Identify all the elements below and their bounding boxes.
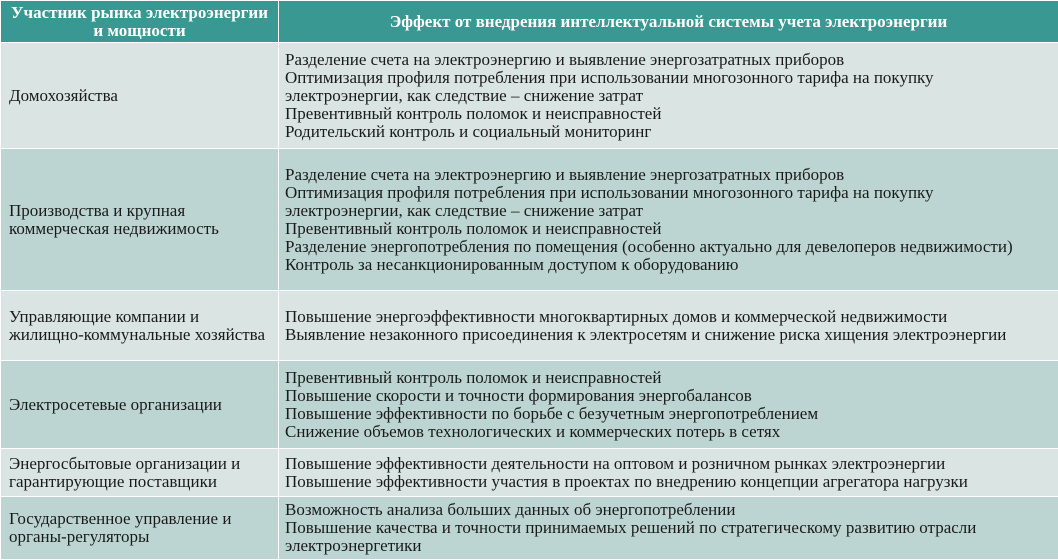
effect-item: Оптимизация профиля потребления при использовании многозонного тарифа на покупку электроэнергии, как следствие – снижение затрат bbox=[285, 184, 1050, 220]
effect-item: Повышение эффективности участия в проектах по внедрению концепции агрегатора нагрузки bbox=[285, 473, 1050, 491]
participant-cell: Производства и крупная коммерческая недвижимость bbox=[1, 149, 279, 291]
effect-item: Контроль за несанкционированным доступом к оборудованию bbox=[285, 256, 1050, 274]
effect-item: Повышение эффективности по борьбе с безучетным энергопотреблением bbox=[285, 405, 1050, 423]
effects-cell bbox=[279, 43, 1058, 149]
effect-item: Родительский контроль и социальный мониторинг bbox=[285, 123, 1050, 141]
participant-cell: Электросетевые организации bbox=[1, 361, 279, 449]
effect-item: Повышение качества и точности принимаемых решений по стратегическому развитию отрасли электроэнергетики bbox=[285, 519, 1050, 555]
header-participant: Участник рынка электроэнергии и мощности bbox=[1, 1, 279, 43]
effects-cell bbox=[279, 361, 1058, 449]
header-row bbox=[1, 1, 1058, 43]
effects-cell bbox=[279, 449, 1058, 497]
effect-item: Разделение счета на электроэнергию и выявление энергозатратных приборов bbox=[285, 51, 1050, 69]
effect-item: Снижение объемов технологических и коммерческих потерь в сетях bbox=[285, 423, 1050, 441]
effect-item: Превентивный контроль поломок и неисправностей bbox=[285, 220, 1050, 238]
participant-cell: Государственное управление и органы-регуляторы bbox=[1, 497, 279, 560]
participant-cell: Управляющие компании и жилищно-коммунальные хозяйства bbox=[1, 291, 279, 361]
effect-item: Выявление незаконного присоединения к электросетям и снижение риска хищения электроэнергии bbox=[285, 326, 1050, 344]
table-row bbox=[1, 497, 1058, 560]
effects-cell bbox=[279, 497, 1058, 560]
effect-item: Повышение энергоэффективности многоквартирных домов и коммерческой недвижимости bbox=[285, 308, 1050, 326]
header-effect: Эффект от внедрения интеллектуальной системы учета электроэнергии bbox=[279, 1, 1058, 43]
effect-item: Разделение счета на электроэнергию и выявление энергозатратных приборов bbox=[285, 166, 1050, 184]
table-row bbox=[1, 449, 1058, 497]
effect-item: Возможность анализа больших данных об энергопотреблении bbox=[285, 501, 1050, 519]
effect-item: Разделение энергопотребления по помещения (особенно актуально для девелоперов недвижимости) bbox=[285, 238, 1050, 256]
table-row bbox=[1, 149, 1058, 291]
table-row bbox=[1, 361, 1058, 449]
effects-cell bbox=[279, 291, 1058, 361]
effect-item: Превентивный контроль поломок и неисправностей bbox=[285, 369, 1050, 387]
table-row bbox=[1, 43, 1058, 149]
effects-cell bbox=[279, 149, 1058, 291]
effect-item: Оптимизация профиля потребления при использовании многозонного тарифа на покупку электроэнергии, как следствие – снижение затрат bbox=[285, 69, 1050, 105]
effect-item: Повышение эффективности деятельности на оптовом и розничном рынках электроэнергии bbox=[285, 455, 1050, 473]
effect-item: Повышение скорости и точности формирования энергобалансов bbox=[285, 387, 1050, 405]
effect-item: Превентивный контроль поломок и неисправностей bbox=[285, 105, 1050, 123]
participant-cell: Энергосбытовые организации и гарантирующие поставщики bbox=[1, 449, 279, 497]
table-row bbox=[1, 291, 1058, 361]
participant-cell: Домохозяйства bbox=[1, 43, 279, 149]
